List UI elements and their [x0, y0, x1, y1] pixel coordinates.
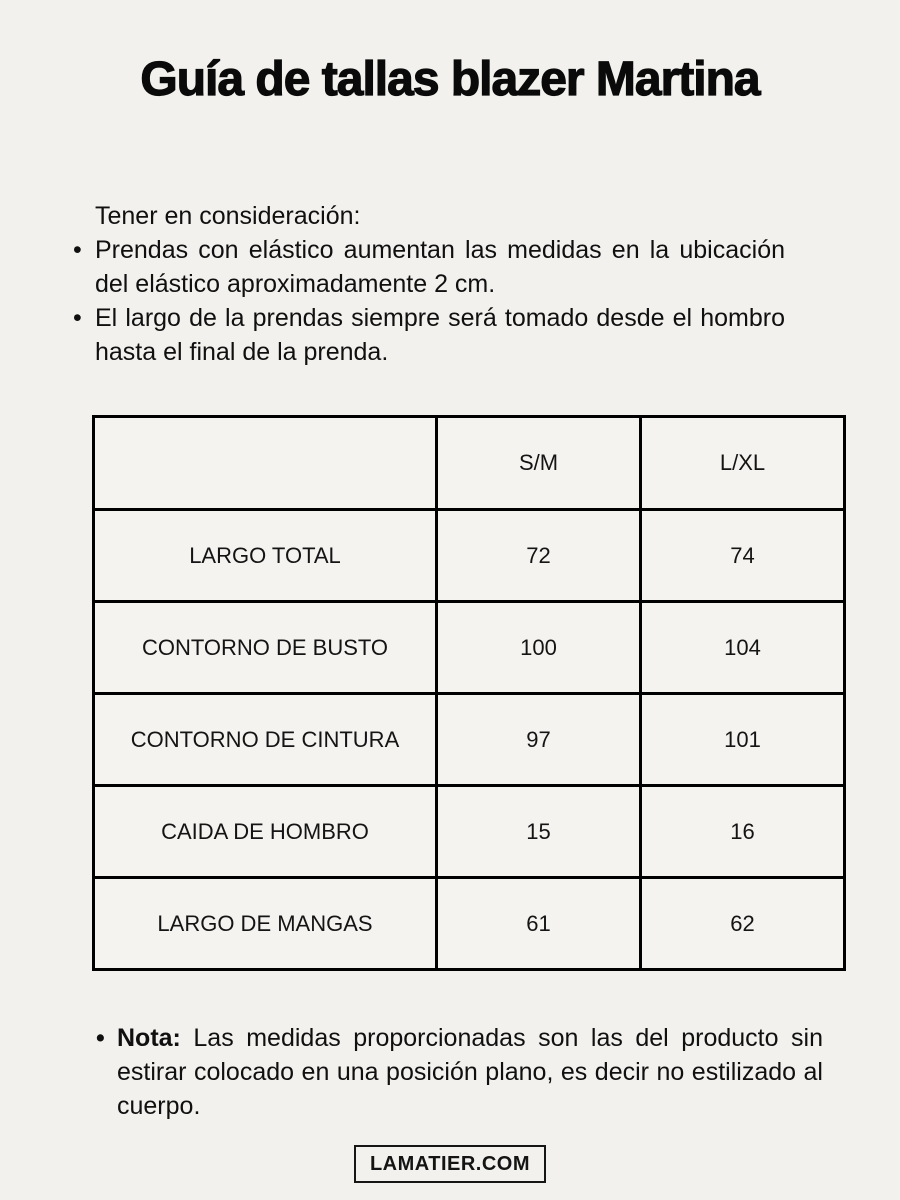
table-row [94, 786, 845, 878]
brand-badge: LAMATIER.COM [354, 1145, 546, 1183]
size-table [92, 415, 846, 971]
page-title: Guía de tallas blazer Martina [140, 53, 760, 106]
considerations-section [95, 199, 785, 369]
row-label: CAIDA DE HOMBRO [94, 786, 437, 878]
cell-value: 97 [437, 694, 641, 786]
cell-value: 100 [437, 602, 641, 694]
cell-value: 16 [641, 786, 845, 878]
cell-value: 72 [437, 510, 641, 602]
table-row [94, 510, 845, 602]
considerations-list [95, 233, 785, 369]
bullet-item: • Prendas con elástico aumentan las medidas en la ubicación del elástico aproximadamente 2 cm. [95, 233, 785, 301]
note-body: Las medidas proporcionadas son las del producto sin estirar colocado en una posición plano, es decir no estilizado al cuerpo. [117, 1024, 823, 1121]
footer [0, 1145, 900, 1183]
cell-value: 101 [641, 694, 845, 786]
table-row [94, 694, 845, 786]
table-row [94, 602, 845, 694]
cell-value: 15 [437, 786, 641, 878]
row-label: LARGO DE MANGAS [94, 878, 437, 970]
col-header-lxl: L/XL [641, 417, 845, 510]
row-label: CONTORNO DE CINTURA [94, 694, 437, 786]
cell-value: 62 [641, 878, 845, 970]
table-header-row [94, 417, 845, 510]
table-row [94, 878, 845, 970]
bullet-item: • El largo de la prendas siempre será tomado desde el hombro hasta el final de la prenda. [95, 301, 785, 369]
note-text [117, 1021, 823, 1123]
col-header-sm: S/M [437, 417, 641, 510]
cell-value: 104 [641, 602, 845, 694]
row-label: CONTORNO DE BUSTO [94, 602, 437, 694]
corner-header-cell [94, 417, 437, 510]
note-label: Nota: [117, 1024, 181, 1053]
cell-value: 61 [437, 878, 641, 970]
considerations-heading: Tener en consideración: [95, 202, 361, 231]
cell-value: 74 [641, 510, 845, 602]
row-label: LARGO TOTAL [94, 510, 437, 602]
